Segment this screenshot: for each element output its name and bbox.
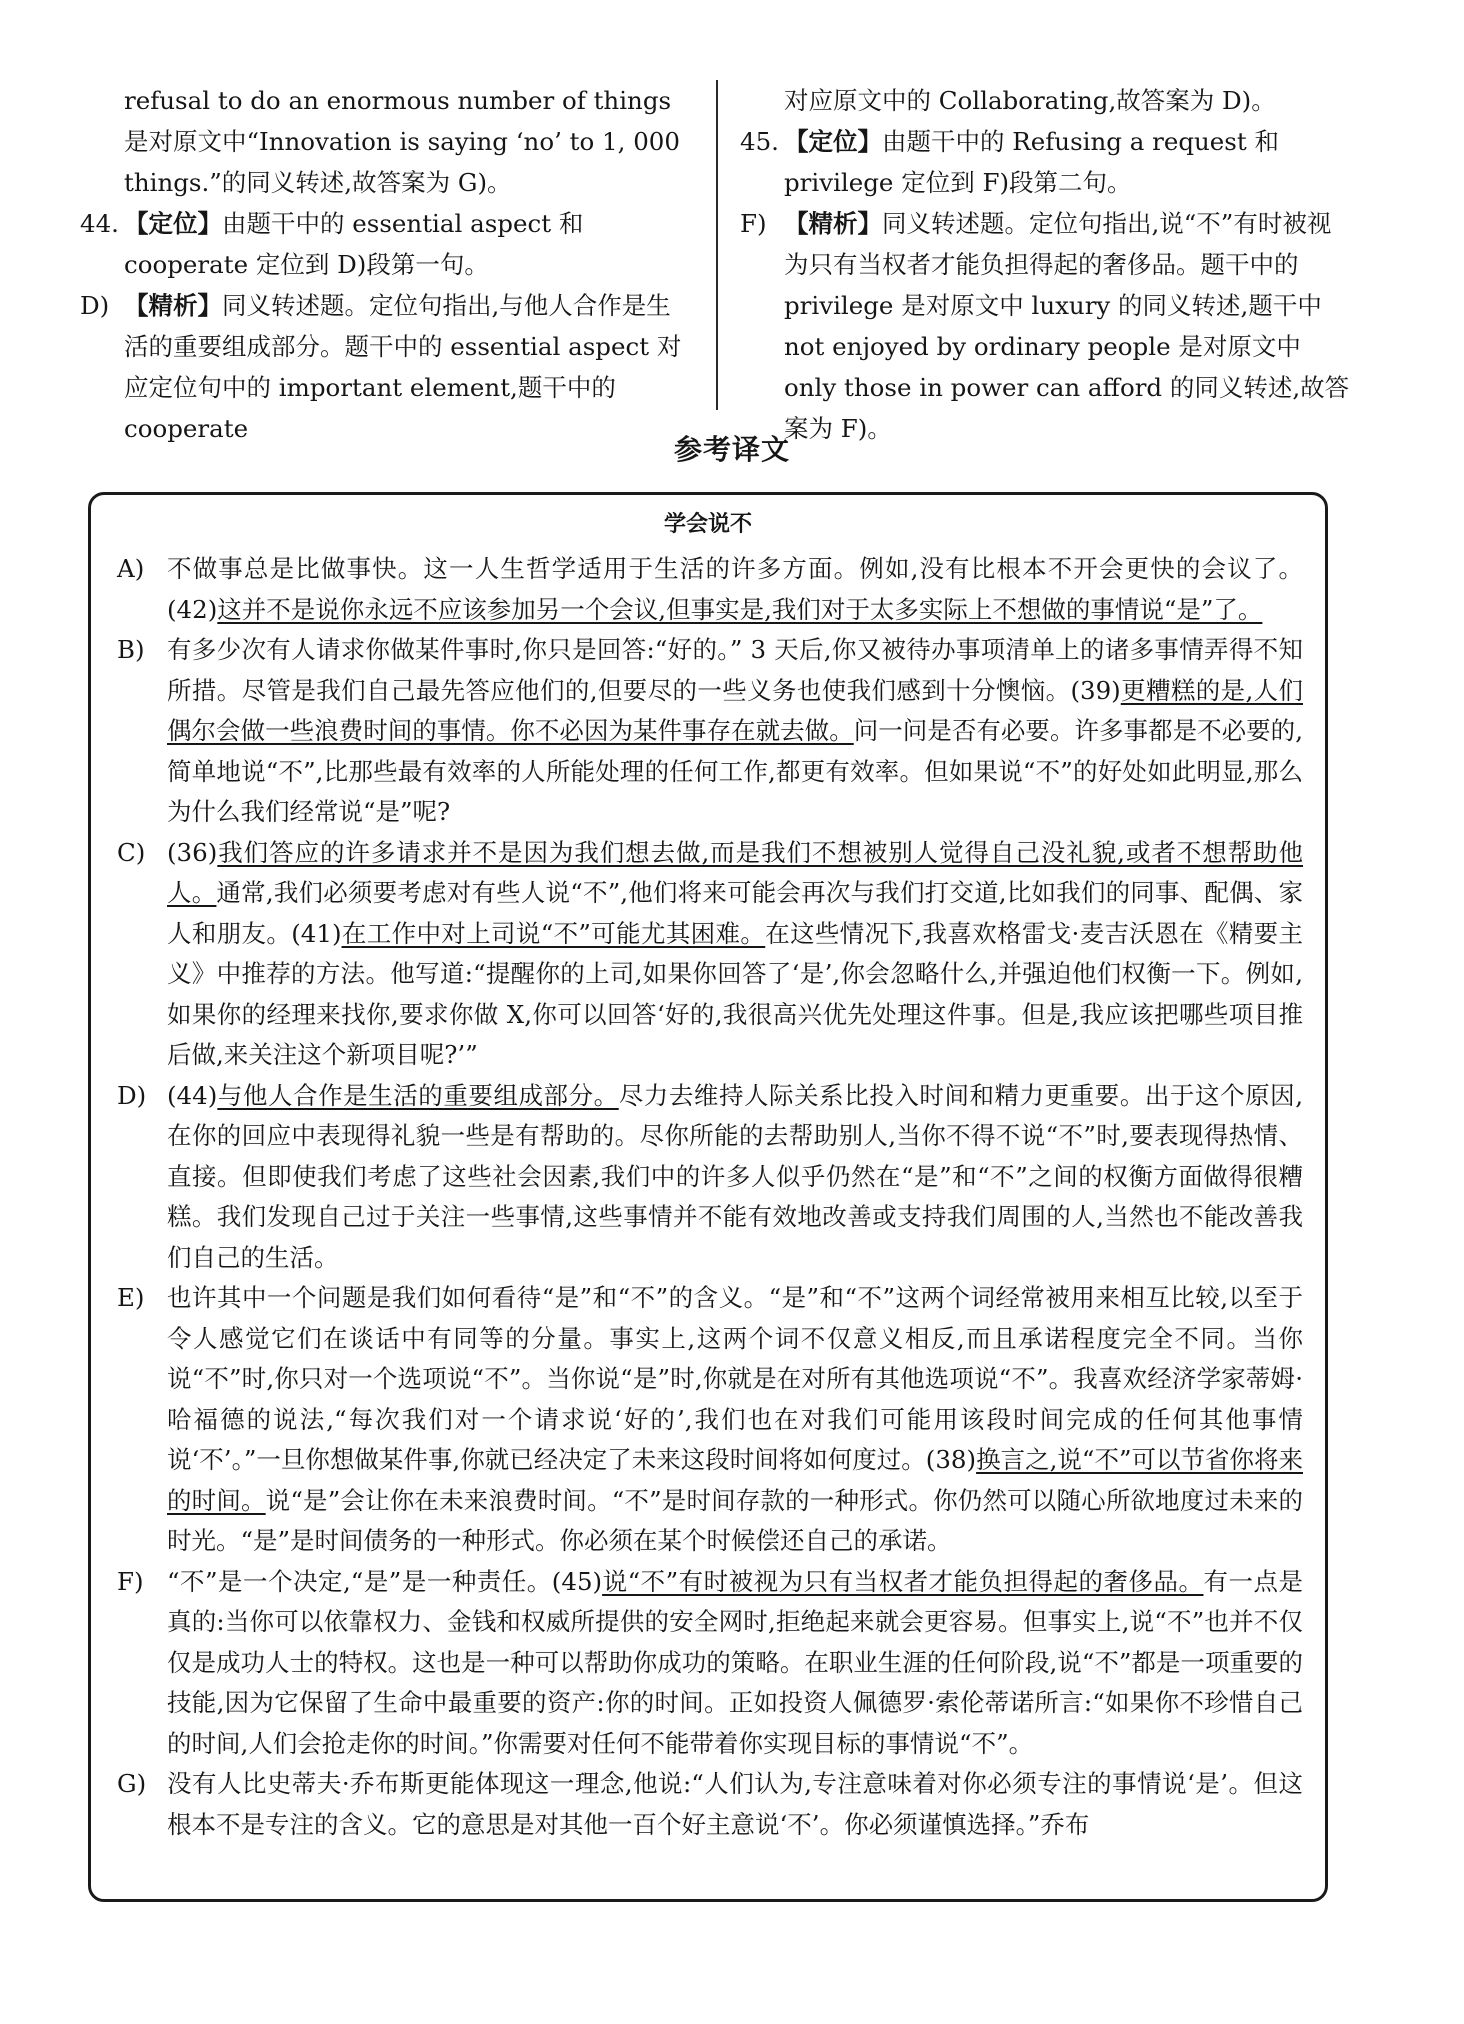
paragraph-text: 没有人比史蒂夫·乔布斯更能体现这一理念,他说:“人们认为,专注意味着对你必须专注的事情说‘是’。但这根本不是专注的含义。它的意思是对其他一百个好主意说‘不’。你必须谨慎选择。”乔布	[167, 1769, 1303, 1839]
translation-box	[88, 492, 1328, 1902]
tag-analysis: 【精析】	[784, 209, 882, 238]
paragraph-text: (36)	[167, 837, 218, 867]
paragraph-d	[117, 1076, 1303, 1279]
paragraph-text: 在这些情况下,我喜欢格雷戈·麦吉沃恩在《精要主义》中推荐的方法。他写道:“提醒你的上司,如果你回答了‘是’,你会忽略什么,并强迫他们权衡一下。例如,如果你的经理来找你,要求你做 X,你可以回答‘好的,我很高兴优先处理这件事。但是,我应该把哪些项目推后做,来关注这个新项目呢?’”	[167, 918, 1303, 1069]
analysis-paragraph: refusal to do an enormous number of things 是对原文中“Innovation is saying ‘no’ to 1, 000 things.”的同义转述,故答案为 G)。	[124, 86, 680, 197]
paragraph-g	[117, 1764, 1303, 1845]
underlined-answer-text: 这并不是说你永远不应该参加另一个会议,但事实是,我们对于太多实际上不想做的事情说“是”了。	[217, 594, 1263, 624]
paragraph-c	[117, 833, 1303, 1076]
paragraph-label: E)	[117, 1283, 145, 1312]
question-44-locate	[80, 203, 692, 285]
paragraph-a	[117, 549, 1303, 630]
analysis-text: 同义转述题。定位句指出,说“不”有时被视为只有当权者才能负担得起的奢侈品。题干中的 privilege 是对原文中 luxury 的同义转述,题干中 not enjoyed by ordinary people 是对原文中 only those in power can afford 的同义转述,故答案为 F)。	[784, 209, 1350, 443]
answer-f-analysis	[740, 203, 1350, 449]
tag-analysis: 【精析】	[124, 291, 222, 320]
question-number: 44.	[80, 209, 119, 238]
underlined-answer-text: 在工作中对上司说“不”可能尤其困难。	[341, 918, 766, 948]
answer-d-analysis	[80, 285, 692, 449]
paragraph-label: B)	[117, 635, 145, 664]
paragraph-label: F)	[117, 1566, 144, 1596]
paragraph-text: 问一问是否有必要。许多事都是不必要的,简单地说“不”,比那些最有效率的人所能处理的任何工作,都更有效率。但如果说“不”的好处如此明显,那么为什么我们经常说“是”呢?	[167, 716, 1303, 826]
paragraph-f	[117, 1562, 1303, 1765]
paragraph-e	[117, 1278, 1303, 1562]
tag-locate: 【定位】	[124, 209, 222, 238]
question-number: 45.	[740, 127, 779, 156]
analysis-left-column	[80, 80, 692, 449]
paragraph-label: G)	[117, 1769, 147, 1798]
paragraph-text: “不”是一个决定,“是”是一种责任。(45)	[167, 1566, 603, 1596]
answer-analysis	[80, 80, 1350, 443]
paragraph-label: D)	[117, 1080, 147, 1110]
answer-letter: D)	[80, 291, 110, 320]
underlined-answer-text: 我们答应的许多请求并不是因为我们想去做,而是我们不想被别人觉得自己没礼貌,或者不想帮助他人。	[167, 837, 1303, 907]
locate-text: 由题干中的 essential aspect 和 cooperate 定位到 D)段第一句。	[124, 209, 584, 279]
question-45-locate	[740, 121, 1350, 203]
paragraph-text: 说“是”会让你在未来浪费时间。“不”是时间存款的一种形式。你仍然可以随心所欲地度过未来的时光。“是”是时间债务的一种形式。你必须在某个时候偿还自己的承诺。	[167, 1485, 1303, 1555]
analysis-text: 同义转述题。定位句指出,与他人合作是生活的重要组成部分。题干中的 essential aspect 对应定位句中的 important element,题干中的 cooperate	[124, 291, 682, 443]
paragraph-text: 尽力去维持人际关系比投入时间和精力更重要。出于这个原因,在你的回应中表现得礼貌一些是有帮助的。尽你所能的去帮助别人,当你不得不说“不”时,要表现得热情、直接。但即使我们考虑了这些社会因素,我们中的许多人似乎仍然在“是”和“不”之间的权衡方面做得很糟糕。我们发现自己过于关注一些事情,这些事情并不能有效地改善或支持我们周围的人,当然也不能改善我们自己的生活。	[167, 1080, 1303, 1272]
underlined-answer-text: 更糟糕的是,人们偶尔会做一些浪费时间的事情。你不必因为某件事存在就去做。	[167, 675, 1303, 745]
paragraph-label: C)	[117, 837, 146, 867]
analysis-right-column	[740, 80, 1350, 449]
analysis-paragraph: 对应原文中的 Collaborating,故答案为 D)。	[784, 86, 1276, 115]
section-title: 参考译文	[673, 433, 790, 466]
paragraph-text: 有一点是真的:当你可以依靠权力、金钱和权威所提供的安全网时,拒绝起来就会更容易。但事实上,说“不”也并不仅仅是成功人士的特权。这也是一种可以帮助你成功的策略。在职业生涯的任何阶段,说“不”都是一项重要的技能,因为它保留了生命中最重要的资产:你的时间。正如投资人佩德罗·索伦蒂诺所言:“如果你不珍惜自己的时间,人们会抢走你的时间。”你需要对任何不能带着你实现目标的事情说“不”。	[167, 1566, 1303, 1758]
underlined-answer-text: 换言之,说“不”可以节省你将来的时间。	[167, 1445, 1303, 1515]
paragraph-text: (44)	[167, 1080, 218, 1110]
underlined-answer-text: 说“不”有时被视为只有当权者才能负担得起的奢侈品。	[602, 1566, 1204, 1596]
paragraph-label: A)	[117, 554, 145, 583]
underlined-answer-text: 与他人合作是生活的重要组成部分。	[217, 1080, 619, 1110]
translation-body	[117, 549, 1303, 1845]
translation-title: 学会说不	[663, 512, 752, 537]
paragraph-text: 不做事总是比做事快。这一人生哲学适用于生活的许多方面。例如,没有比根本不开会更快的会议了。(42)	[167, 554, 1303, 624]
column-divider	[716, 80, 718, 410]
paragraph-text: 有多少次有人请求你做某件事时,你只是回答:“好的。” 3 天后,你又被待办事项清单上的诸多事情弄得不知所措。尽管是我们自己最先答应他们的,但要尽的一些义务也使我们感到十分懊恼。(39)	[167, 635, 1303, 705]
answer-letter: F)	[740, 209, 767, 238]
paragraph-text: 通常,我们必须要考虑对有些人说“不”,他们将来可能会再次与我们打交道,比如我们的同事、配偶、家人和朋友。(41)	[167, 878, 1304, 948]
paragraph-text: 也许其中一个问题是我们如何看待“是”和“不”的含义。“是”和“不”这两个词经常被用来相互比较,以至于令人感觉它们在谈话中有同等的分量。事实上,这两个词不仅意义相反,而且承诺程度完全不同。当你说“不”时,你只对一个选项说“不”。当你说“是”时,你就是在对所有其他选项说“不”。我喜欢经济学家蒂姆·哈福德的说法,“每次我们对一个请求说‘好的’,我们也在对我们可能用该段时间完成的任何其他事情说‘不’。”一旦你想做某件事,你就已经决定了未来这段时间将如何度过。(38)	[167, 1283, 1303, 1474]
paragraph-b	[117, 630, 1303, 833]
locate-text: 由题干中的 Refusing a request 和 privilege 定位到 F)段第二句。	[784, 127, 1280, 197]
tag-locate: 【定位】	[784, 127, 882, 156]
